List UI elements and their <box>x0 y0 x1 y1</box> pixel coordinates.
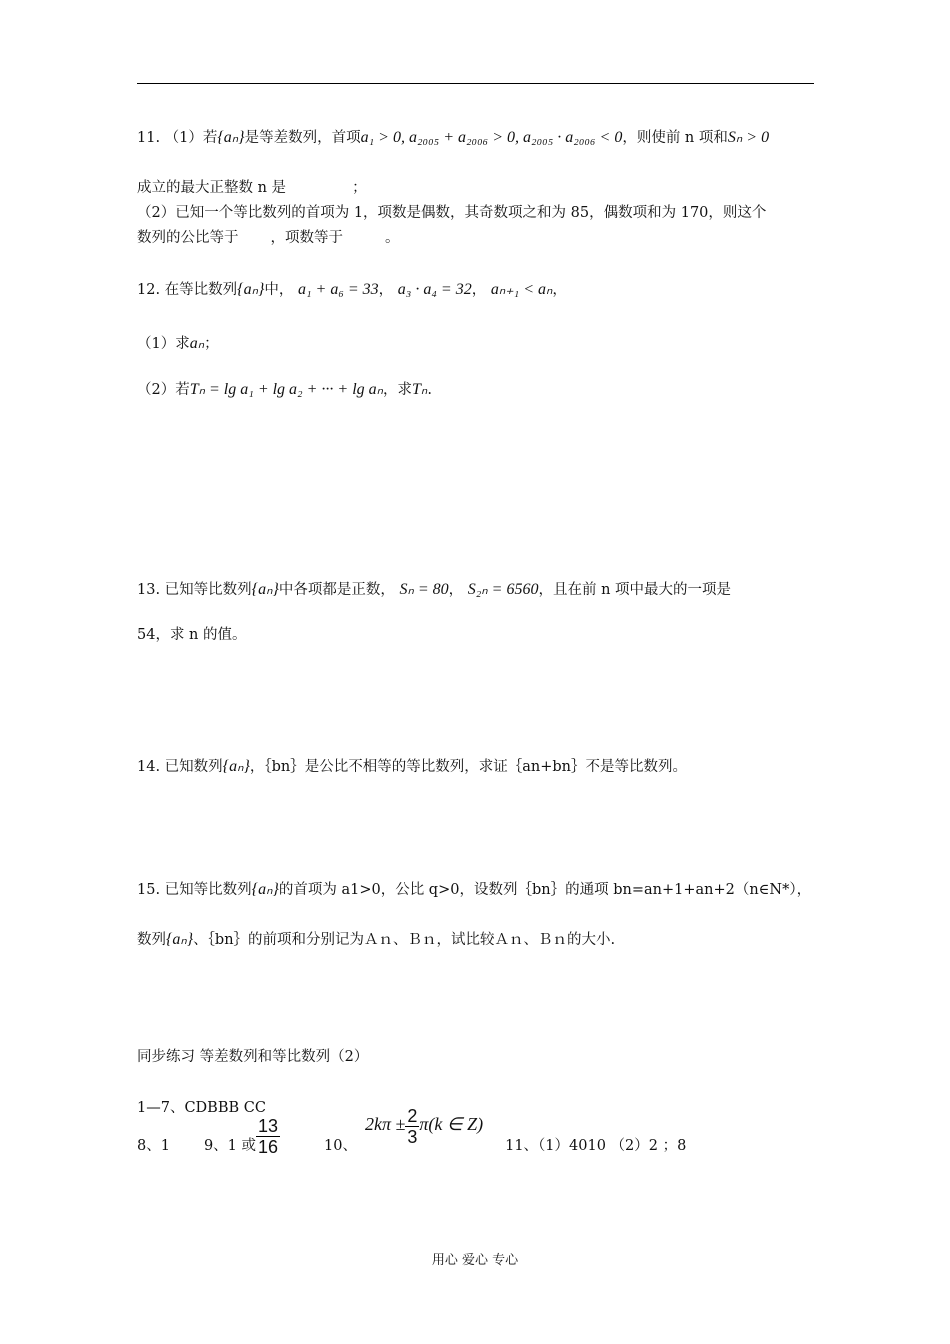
q11-line3 <box>137 203 766 223</box>
answer-10-numerator: 2 <box>407 1105 418 1126</box>
q13-prefix: 13. 已知等比数列 <box>137 582 252 598</box>
q11-line2-text: 成立的最大正整数 n 是 <box>137 180 287 196</box>
q13-line2-text: 54，求 n 的值。 <box>137 627 247 643</box>
q14-seq: {aₙ} <box>222 758 250 775</box>
header-rule <box>137 83 814 84</box>
q12-part2-mid: ，求 <box>383 382 413 398</box>
q15-line2-suffix: 、｛bn｝的前项和分别记为Ａｎ、Ｂｎ，试比较Ａｎ、Ｂｎ的大小. <box>193 932 616 948</box>
q14-prefix: 14. 已知数列 <box>137 759 223 775</box>
q11-prefix: 11. （1）若 <box>137 130 218 146</box>
q12-part1-var: aₙ <box>189 335 205 352</box>
page-footer: 用心 爱心 专心 <box>431 1253 519 1268</box>
q11-line3-text: （2）已知一个等比数列的首项为 1，项数是偶数，其奇数项之和为 85，偶数项和为 170，则这个 <box>137 205 767 221</box>
answers-line1 <box>137 1098 266 1118</box>
q15-prefix: 15. 已知等比数列 <box>137 882 252 898</box>
q11-line1 <box>137 128 769 148</box>
q12-cond2: a₃ · a₄ = 32 <box>397 281 472 298</box>
q13-mid: 中各项都是正数， <box>278 582 395 598</box>
q12-part1-label: （1）求 <box>137 336 190 352</box>
q12-cond3: aₙ₊₁ < aₙ <box>490 281 553 298</box>
q12-part1-end: ； <box>204 336 219 352</box>
q12-part2-label: （2）若 <box>137 382 190 398</box>
q15-line1 <box>137 880 811 900</box>
q12-mid: 中， <box>264 282 294 298</box>
q13-line1: 13. 已知等比数列{aₙ}中各项都是正数， Sₙ = 80， S₂ₙ = 6560，且在前 n 项中最大的一项是 <box>137 581 732 598</box>
q11-mid: 是等差数列，首项 <box>244 130 361 146</box>
q15-line2 <box>137 930 615 950</box>
q11-seq: {aₙ} <box>217 129 245 146</box>
q12-part2-var: Tₙ <box>412 381 428 398</box>
q13-cond1: Sₙ = 80 <box>399 581 449 598</box>
q13-line2 <box>137 625 247 645</box>
answer-10-label: 10、 <box>324 1138 357 1154</box>
q12-prefix: 12. 在等比数列 <box>137 282 238 298</box>
q15-seq2: {aₙ} <box>166 931 194 948</box>
q11-line4-b: ，项数等于 <box>270 230 343 246</box>
q11-condition: a₁ > 0, a₂₀₀₅ + a₂₀₀₆ > 0, a₂₀₀₅ · a₂₀₀₆ < 0 <box>360 129 623 146</box>
answer-9-numerator: 13 <box>258 1115 279 1136</box>
q11-sn: Sₙ > 0 <box>727 129 770 146</box>
answer-10-expr-a: 2kπ ± <box>365 1114 406 1134</box>
q15-seq: {aₙ} <box>251 881 279 898</box>
q12-part2 <box>137 380 432 400</box>
q12-part1 <box>137 334 219 354</box>
q14-suffix: ，｛bn｝是公比不相等的等比数列，求证｛an+bn｝不是等比数列。 <box>249 759 687 775</box>
q11-line2 <box>137 178 367 198</box>
q13-cond2: S₂ₙ = 6560 <box>467 581 539 598</box>
q11-line2-end: ； <box>352 180 367 196</box>
answer-9: 9、1 或 <box>203 1138 257 1154</box>
q12-line1 <box>137 280 567 300</box>
answers-1-7: 1—7、CDBBB CC <box>137 1100 266 1116</box>
q12-comma1: ， <box>378 282 394 298</box>
q15-suffix: 的首项为 a1>0，公比 q>0，设数列｛bn｝的通项 bn=an+1+an+2（n∈N*）， <box>278 882 812 898</box>
q12-part2-formula: Tₙ = lg a₁ + lg a₂ + ··· + lg aₙ <box>189 381 384 398</box>
answer-10-denominator: 3 <box>407 1126 418 1147</box>
q11-mid2: ，则使前 n 项和 <box>622 130 728 146</box>
q11-line4-c: 。 <box>385 230 400 246</box>
q12-cond1: a₁ + a₆ = 33 <box>297 281 379 298</box>
answer-9-fraction <box>256 1116 280 1157</box>
q12-comma3: ， <box>552 282 567 298</box>
q12-comma2: ， <box>471 282 487 298</box>
q11-line4 <box>137 228 400 248</box>
answer-10-expr-b: π(k ∈ Z) <box>419 1114 484 1134</box>
q13-suffix: ，且在前 n 项中最大的一项是 <box>538 582 732 598</box>
q14-line1 <box>137 757 687 777</box>
answer-9-denominator: 16 <box>258 1136 279 1157</box>
answer-11: 11、（1）4010 （2）2 ；8 <box>505 1138 687 1154</box>
q12-part2-end: . <box>427 382 432 398</box>
answer-8: 8、1 <box>137 1138 170 1154</box>
q12-seq: {aₙ} <box>237 281 265 298</box>
answers-heading-text: 同步练习 等差数列和等比数列（2） <box>137 1049 369 1065</box>
q11-line4-a: 数列的公比等于 <box>137 230 239 246</box>
q13-seq: {aₙ} <box>251 581 279 598</box>
answer-10-fraction <box>405 1106 419 1147</box>
q15-line2-prefix: 数列 <box>137 932 166 948</box>
answers-heading <box>137 1047 368 1067</box>
